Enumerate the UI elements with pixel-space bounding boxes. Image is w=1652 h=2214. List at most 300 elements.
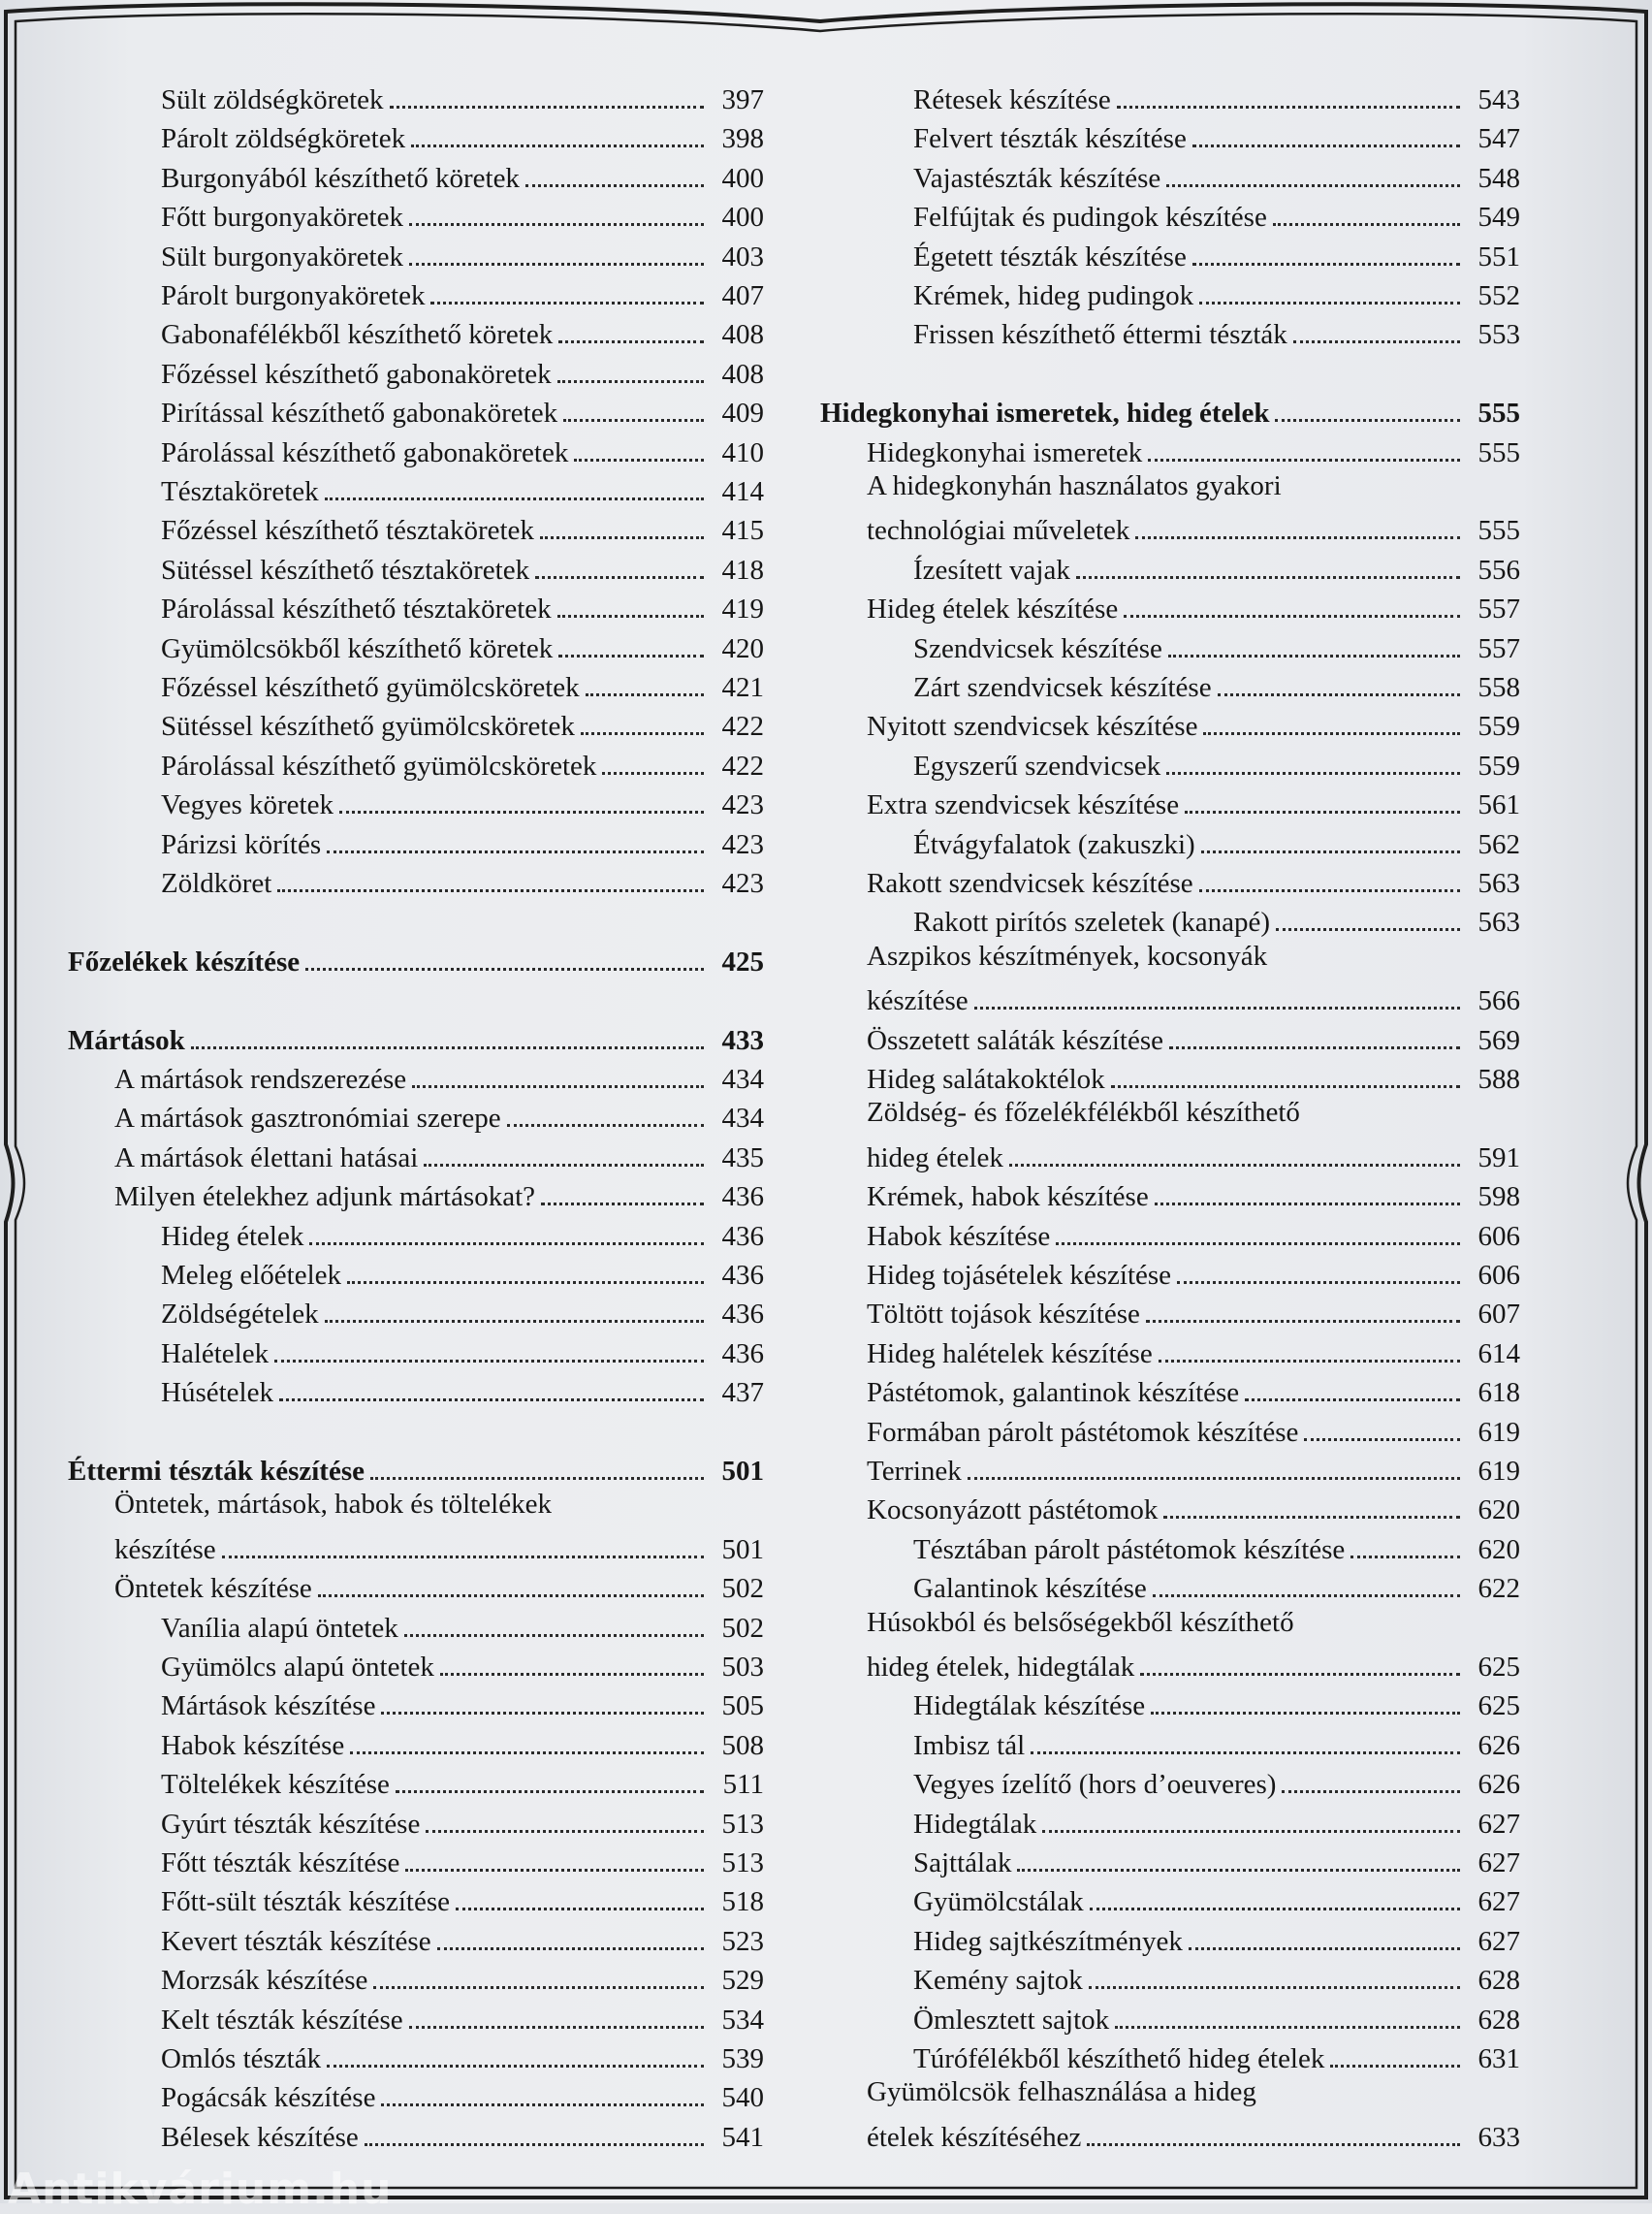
toc-entry-title: Túrófélékből készíthető hideg ételek	[913, 2043, 1325, 2074]
toc-entry-title: Vajastészták készítése	[913, 162, 1161, 194]
dot-leader	[1201, 850, 1460, 853]
dot-leader	[1135, 536, 1460, 539]
toc-page-number: 633	[1477, 2121, 1520, 2153]
toc-page-number: 409	[721, 398, 764, 430]
toc-page-number: 559	[1477, 711, 1520, 743]
toc-entry-title: Sült zöldségköretek	[161, 84, 384, 115]
toc-entry-title: Omlós tészták	[161, 2043, 322, 2074]
toc-page-number: 423	[721, 828, 764, 860]
toc-entry	[820, 235, 1520, 273]
toc-entry	[820, 1057, 1520, 1096]
toc-entry	[68, 156, 764, 195]
toc-entry-title: Öntetek, mártások, habok és töltelékek	[114, 1489, 552, 1521]
dot-leader	[318, 1594, 704, 1597]
toc-entry	[820, 548, 1520, 587]
dot-leader	[540, 536, 704, 539]
toc-entry-title: Gyúrt tészták készítése	[161, 1808, 421, 1840]
toc-entry	[820, 1841, 1520, 1879]
toc-entry	[820, 822, 1520, 861]
dot-leader	[1330, 2065, 1460, 2068]
dot-leader	[1166, 184, 1460, 187]
toc-entry-title: Rakott szendvicsek készítése	[867, 868, 1193, 899]
dot-leader	[558, 340, 704, 343]
toc-section-heading	[68, 1018, 764, 1057]
dot-leader	[350, 1751, 704, 1754]
toc-page-number: 561	[1477, 789, 1520, 821]
toc-entry	[68, 1684, 764, 1722]
toc-page-number: 418	[721, 554, 764, 586]
toc-entry-title: Hideg sajtkészítmények	[913, 1925, 1183, 1957]
toc-entry-title: Égetett tészták készítése	[913, 241, 1187, 273]
dot-leader	[1199, 302, 1460, 305]
toc-page-number: 529	[721, 1965, 764, 1997]
dot-leader	[440, 1673, 704, 1676]
toc-entry-title: Hidegkonyhai ismeretek, hideg ételek	[820, 398, 1270, 430]
dot-leader	[325, 1320, 704, 1323]
toc-section-heading	[820, 391, 1520, 430]
toc-page-number: 607	[1477, 1299, 1520, 1331]
dot-leader	[1273, 223, 1460, 226]
toc-section-heading	[68, 940, 764, 979]
toc-page-number: 436	[721, 1181, 764, 1213]
toc-entry	[820, 1174, 1520, 1213]
toc-entry-title: Felfújtak és pudingok készítése	[913, 202, 1267, 234]
toc-entry-title: Gyümölcsök felhasználása a hideg	[867, 2076, 1256, 2108]
toc-entry	[68, 1174, 764, 1213]
dot-leader	[1146, 1320, 1460, 1323]
dot-leader	[277, 889, 704, 892]
toc-page-number: 534	[721, 2004, 764, 2036]
toc-entry-title: A mártások élettani hatásai	[114, 1141, 419, 1173]
toc-entry-title: Tésztaköretek	[161, 476, 319, 507]
dot-leader	[327, 850, 704, 853]
toc-entry	[68, 235, 764, 273]
toc-entry-title: Extra szendvicsek készítése	[867, 789, 1180, 821]
dot-leader	[373, 1986, 704, 1989]
dot-leader	[1166, 772, 1460, 775]
toc-entry	[820, 861, 1520, 900]
toc-entry	[68, 1802, 764, 1841]
toc-entry	[68, 587, 764, 626]
dot-leader	[1350, 1556, 1460, 1558]
dot-leader	[1275, 419, 1460, 422]
toc-entry	[68, 1606, 764, 1645]
toc-entry-title: Terrinek	[867, 1456, 962, 1487]
toc-page-number: 425	[721, 946, 764, 978]
dot-leader	[1031, 1751, 1460, 1754]
toc-entry	[68, 704, 764, 743]
toc-page-number: 421	[721, 672, 764, 703]
toc-entry	[820, 1449, 1520, 1488]
toc-entry-title: Összetett saláták készítése	[867, 1024, 1163, 1056]
dot-leader	[581, 732, 704, 735]
toc-entry-title: Párizsi körítés	[161, 828, 322, 860]
toc-entry	[820, 2075, 1520, 2114]
toc-entry-title: Hidegtálak készítése	[913, 1690, 1146, 1722]
toc-entry	[820, 1566, 1520, 1605]
dot-leader	[191, 1046, 704, 1049]
toc-page-number: 434	[721, 1103, 764, 1135]
toc-entry	[68, 1762, 764, 1801]
toc-page-number: 555	[1477, 398, 1520, 430]
toc-entry	[820, 469, 1520, 508]
toc-page-number: 626	[1477, 1769, 1520, 1801]
dot-leader	[1090, 1908, 1460, 1910]
toc-entry	[820, 940, 1520, 979]
toc-entry-title: technológiai műveletek	[867, 515, 1130, 547]
dot-leader	[396, 1790, 704, 1793]
toc-entry-title: Párolással készíthető gabonaköretek	[161, 436, 569, 468]
toc-entry	[68, 1292, 764, 1331]
toc-entry	[68, 744, 764, 783]
toc-entry-title: Étvágyfalatok (zakuszki)	[913, 828, 1195, 860]
toc-page-number: 420	[721, 632, 764, 664]
toc-page-number: 614	[1477, 1337, 1520, 1369]
toc-entry	[68, 1645, 764, 1684]
toc-page-number: 563	[1477, 907, 1520, 939]
toc-entry	[68, 783, 764, 821]
toc-entry	[68, 1958, 764, 1997]
toc-page-number: 625	[1477, 1652, 1520, 1683]
dot-leader	[557, 615, 704, 618]
dot-leader	[370, 1477, 704, 1480]
toc-section-heading	[68, 1449, 764, 1488]
toc-entry	[820, 665, 1520, 704]
toc-entry-title: Aszpikos készítmények, kocsonyák	[867, 940, 1268, 972]
toc-page-number: 513	[721, 1847, 764, 1878]
toc-entry	[68, 1488, 764, 1526]
toc-entry	[820, 1762, 1520, 1801]
dot-leader	[411, 144, 704, 147]
toc-entry-title: Bélesek készítése	[161, 2121, 359, 2153]
toc-page-number: 557	[1477, 594, 1520, 626]
toc-entry-title: készítése	[867, 985, 969, 1017]
toc-page-number: 619	[1477, 1456, 1520, 1487]
dot-leader	[1153, 1594, 1460, 1597]
toc-page-number: 558	[1477, 672, 1520, 703]
toc-entry-title: Pogácsák készítése	[161, 2082, 376, 2114]
toc-entry	[820, 1253, 1520, 1292]
dot-leader	[1042, 1830, 1460, 1833]
toc-page-number: 598	[1477, 1181, 1520, 1213]
dot-leader	[1017, 1869, 1460, 1872]
toc-entry-title: Galantinok készítése	[913, 1573, 1147, 1605]
dot-leader	[541, 1203, 704, 1205]
toc-entry	[820, 1919, 1520, 1958]
toc-entry	[68, 391, 764, 430]
dot-leader	[325, 497, 704, 500]
toc-entry-title: Főzéssel készíthető tésztaköretek	[161, 515, 534, 547]
toc-page-number: 591	[1477, 1141, 1520, 1173]
toc-entry	[820, 312, 1520, 351]
dot-leader	[586, 693, 704, 696]
dot-leader	[381, 1712, 704, 1715]
dot-leader	[1293, 340, 1460, 343]
toc-page-number: 436	[721, 1337, 764, 1369]
dot-leader	[1124, 615, 1460, 618]
toc-page-number: 414	[721, 476, 764, 507]
toc-page-number: 626	[1477, 1729, 1520, 1761]
toc-entry	[68, 195, 764, 234]
toc-entry-title: Vegyes köretek	[161, 789, 334, 821]
toc-entry	[68, 665, 764, 704]
toc-page-number: 503	[721, 1652, 764, 1683]
toc-entry	[820, 587, 1520, 626]
toc-entry-title: ételek készítéséhez	[867, 2121, 1082, 2153]
toc-page-number: 408	[721, 319, 764, 351]
toc-page-number: 436	[721, 1260, 764, 1291]
toc-entry-title: Főtt burgonyaköretek	[161, 202, 403, 234]
toc-entry	[820, 1292, 1520, 1331]
toc-page-number: 435	[721, 1141, 764, 1173]
toc-entry-title: Zöldség- és főzelékfélékből készíthető	[867, 1097, 1300, 1129]
dot-leader	[426, 1830, 704, 1833]
toc-entry	[820, 1410, 1520, 1449]
toc-entry-title: Főtt-sült tészták készítése	[161, 1886, 450, 1918]
toc-page-number: 628	[1477, 2004, 1520, 2036]
toc-entry-title: Kocsonyázott pástétomok	[867, 1494, 1159, 1526]
toc-page-number: 549	[1477, 202, 1520, 234]
toc-entry	[68, 1919, 764, 1958]
toc-entry-title: Pirítással készíthető gabonaköretek	[161, 398, 558, 430]
toc-page-number: 407	[721, 280, 764, 311]
toc-page-number: 627	[1477, 1886, 1520, 1918]
toc-entry-title: Tésztában párolt pástétomok készítése	[913, 1533, 1346, 1565]
dot-leader	[412, 1085, 704, 1088]
toc-entry-title: A mártások rendszerezése	[114, 1064, 407, 1095]
toc-entry	[820, 156, 1520, 195]
toc-page-number: 501	[721, 1533, 764, 1565]
dot-leader	[1155, 1203, 1460, 1205]
toc-entry-title: Imbisz tál	[913, 1729, 1026, 1761]
dot-leader	[1115, 2026, 1460, 2029]
toc-entry-title: A hidegkonyhán használatos gyakori	[867, 470, 1282, 501]
toc-page-number: 400	[721, 162, 764, 194]
toc-entry	[68, 1253, 764, 1292]
toc-entry-title: Éttermi tészták készítése	[68, 1456, 365, 1487]
toc-entry	[68, 116, 764, 155]
toc-entry-title: Pástétomok, galantinok készítése	[867, 1377, 1240, 1409]
watermark-text: Antikvárium.hu	[8, 2165, 393, 2214]
dot-leader	[1117, 106, 1460, 109]
toc-page-number: 419	[721, 594, 764, 626]
toc-entry	[68, 508, 764, 547]
toc-entry-title: készítése	[114, 1533, 216, 1565]
dot-leader	[390, 106, 704, 109]
dot-leader	[1159, 1360, 1460, 1363]
toc-entry-title: Kelt tészták készítése	[161, 2004, 403, 2036]
toc-entry	[820, 1958, 1520, 1997]
dot-leader	[1189, 1947, 1460, 1950]
toc-entry-title: Felvert tészták készítése	[913, 123, 1187, 155]
toc-entry-title: Öntetek készítése	[114, 1573, 312, 1605]
dot-leader	[507, 1124, 704, 1127]
toc-page-number: 625	[1477, 1690, 1520, 1722]
toc-entry	[820, 1723, 1520, 1762]
toc-entry	[68, 2075, 764, 2114]
toc-page-number: 566	[1477, 985, 1520, 1017]
dot-leader	[1192, 263, 1460, 266]
toc-entry-title: Zöldségételek	[161, 1299, 319, 1331]
toc-page-number: 398	[721, 123, 764, 155]
toc-entry-title: Rétesek készítése	[913, 84, 1111, 115]
toc-entry-title: Hideg salátakoktélok	[867, 1064, 1105, 1095]
toc-entry	[820, 1684, 1520, 1722]
dot-leader	[1089, 1986, 1460, 1989]
toc-entry-title: Főzelékek készítése	[68, 946, 301, 978]
toc-entry-title: Mártások készítése	[161, 1690, 376, 1722]
toc-entry-title: Hidegkonyhai ismeretek	[867, 436, 1143, 468]
toc-entry-title: Krémek, hideg pudingok	[913, 280, 1194, 311]
toc-entry-title: Halételek	[161, 1337, 270, 1369]
toc-entry-title: Vanília alapú öntetek	[161, 1612, 398, 1644]
toc-page-number: 563	[1477, 868, 1520, 899]
dot-leader	[409, 223, 704, 226]
toc-entry	[820, 1096, 1520, 1135]
toc-entry	[820, 626, 1520, 665]
dot-leader	[1009, 1164, 1460, 1167]
toc-entry-title: Sült burgonyaköretek	[161, 241, 403, 273]
toc-entry	[820, 704, 1520, 743]
toc-entry	[68, 1214, 764, 1253]
toc-entry-title: Egyszerű szendvicsek	[913, 750, 1161, 782]
dot-leader	[1218, 693, 1460, 696]
toc-entry-title: Hideg halételek készítése	[867, 1337, 1153, 1369]
toc-entry-title: Zárt szendvicsek készítése	[913, 672, 1212, 703]
toc-page-number: 631	[1477, 2043, 1520, 2074]
toc-entry-title: Milyen ételekhez adjunk mártásokat?	[114, 1181, 536, 1213]
toc-entry	[820, 744, 1520, 783]
toc-entry	[820, 1214, 1520, 1253]
toc-entry	[68, 2037, 764, 2075]
toc-page-number: 548	[1477, 162, 1520, 194]
dot-leader	[1199, 889, 1460, 892]
toc-entry	[68, 1332, 764, 1370]
toc-page-number: 620	[1477, 1533, 1520, 1565]
toc-page-number: 397	[721, 84, 764, 115]
toc-entry	[820, 1879, 1520, 1918]
toc-entry	[820, 979, 1520, 1017]
toc-entry-title: Gyümölcstálak	[913, 1886, 1084, 1918]
dot-leader	[1276, 928, 1460, 931]
toc-entry-title: Gyümölcsökből készíthető köretek	[161, 632, 554, 664]
toc-entry	[68, 548, 764, 587]
toc-page-number: 422	[721, 711, 764, 743]
toc-page-number: 606	[1477, 1220, 1520, 1252]
toc-page-number: 555	[1477, 515, 1520, 547]
dot-leader	[1203, 732, 1460, 735]
dot-leader	[1076, 576, 1460, 579]
toc-page-number: 627	[1477, 1847, 1520, 1878]
toc-entry-title: Kemény sajtok	[913, 1965, 1083, 1997]
toc-entry	[820, 1998, 1520, 2037]
toc-entry-title: Gabonafélékből készíthető köretek	[161, 319, 554, 351]
dot-leader	[558, 655, 704, 658]
dot-leader	[1245, 1398, 1460, 1401]
toc-entry	[820, 508, 1520, 547]
toc-page-number: 627	[1477, 1808, 1520, 1840]
toc-page-number: 557	[1477, 632, 1520, 664]
toc-page-number: 588	[1477, 1064, 1520, 1095]
dot-leader	[1151, 1712, 1460, 1715]
dot-leader	[535, 576, 704, 579]
toc-entry-title: Párolással készíthető tésztaköretek	[161, 594, 552, 626]
toc-entry-title: Kevert tészták készítése	[161, 1925, 431, 1957]
toc-entry-title: hideg ételek	[867, 1141, 1003, 1173]
dot-leader	[1111, 1085, 1460, 1088]
dot-leader	[409, 2026, 704, 2029]
toc-entry	[68, 1723, 764, 1762]
toc-page-number: 436	[721, 1299, 764, 1331]
toc-page-number: 523	[721, 1925, 764, 1957]
toc-entry	[68, 352, 764, 391]
toc-entry	[68, 1841, 764, 1879]
toc-entry-title: Hideg tojásételek készítése	[867, 1260, 1172, 1291]
dot-leader	[1282, 1790, 1460, 1793]
toc-page-number: 541	[721, 2121, 764, 2153]
dot-leader	[404, 1634, 704, 1637]
toc-page-number: 415	[721, 515, 764, 547]
toc-entry	[820, 1370, 1520, 1409]
dot-leader	[347, 1281, 704, 1284]
toc-entry	[820, 1488, 1520, 1526]
toc-entry-title: Krémek, habok készítése	[867, 1181, 1149, 1213]
toc-entry	[820, 431, 1520, 469]
toc-entry	[820, 1606, 1520, 1645]
toc-entry	[820, 116, 1520, 155]
toc-page-number: 403	[721, 241, 764, 273]
toc-entry-title: Főzéssel készíthető gyümölcsköretek	[161, 672, 580, 703]
toc-entry	[820, 1332, 1520, 1370]
toc-page-number: 423	[721, 868, 764, 899]
toc-entry	[820, 2115, 1520, 2154]
toc-entry-title: Töltött tojások készítése	[867, 1299, 1140, 1331]
dot-leader	[424, 1164, 704, 1167]
toc-entry-title: Habok készítése	[867, 1220, 1051, 1252]
toc-entry	[68, 273, 764, 312]
toc-page-number: 547	[1477, 123, 1520, 155]
toc-entry	[820, 1802, 1520, 1841]
dot-leader	[456, 1908, 704, 1910]
toc-entry-title: Főtt tészták készítése	[161, 1847, 400, 1878]
dot-leader	[274, 1360, 704, 1363]
dot-leader	[525, 184, 704, 187]
toc-entry	[820, 783, 1520, 821]
toc-entry-title: Habok készítése	[161, 1729, 345, 1761]
toc-entry-title: Ízesített vajak	[913, 554, 1070, 586]
dot-leader	[574, 459, 704, 462]
dot-leader	[602, 772, 704, 775]
toc-entry-title: Húsételek	[161, 1377, 273, 1409]
toc-entry-title: Morzsák készítése	[161, 1965, 368, 1997]
toc-entry-title: hideg ételek, hidegtálak	[867, 1652, 1135, 1683]
dot-leader	[222, 1556, 704, 1558]
dot-leader	[339, 811, 704, 814]
toc-page-number: 559	[1477, 750, 1520, 782]
dot-leader	[1177, 1281, 1460, 1284]
toc-entry-title: Sütéssel készíthető gyümölcsköretek	[161, 711, 575, 743]
dot-leader	[1140, 1673, 1460, 1676]
toc-entry-title: Párolással készíthető gyümölcsköretek	[161, 750, 597, 782]
dot-leader	[365, 2143, 704, 2146]
toc-entry-title: Hideg ételek	[161, 1220, 304, 1252]
toc-entry	[68, 1136, 764, 1174]
toc-entry	[68, 822, 764, 861]
toc-page-number: 422	[721, 750, 764, 782]
toc-entry-title: Formában párolt pástétomok készítése	[867, 1416, 1299, 1448]
dot-leader	[1056, 1242, 1460, 1245]
dot-leader	[430, 302, 704, 305]
